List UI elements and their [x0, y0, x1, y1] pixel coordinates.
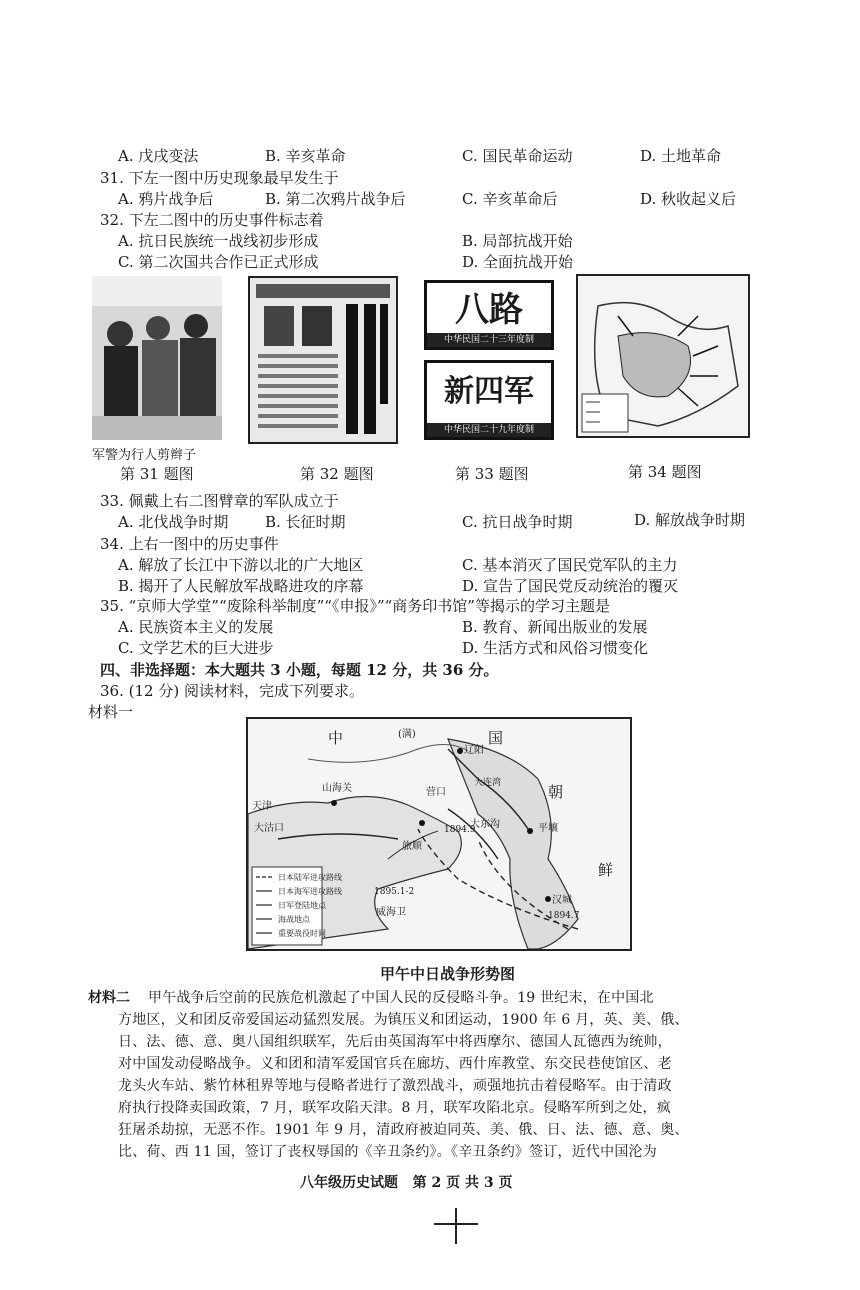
armband-xinsijun-text: 新四军	[444, 374, 534, 409]
q35-stem: 35. “京师大学堂”“废除科举制度”“《申报》”“商务印书馆”等揭示的学习主题是	[100, 597, 610, 615]
sino-japanese-war-map	[246, 717, 632, 951]
map-label-dalian: 大连湾	[474, 778, 502, 788]
q34-option-a: A. 解放了长江中下游以北的广大地区	[118, 556, 364, 574]
q35-option-b: B. 教育、新闻出版业的发展	[462, 618, 648, 636]
map-label-date3: 1894.7	[548, 911, 580, 921]
material-2-line: 府执行投降卖国政策，7 月，联军攻陷天津。8 月，联军攻陷北京。侵略军所到之处，疯	[118, 1100, 671, 1116]
q33-option-b: B. 长征时期	[265, 513, 346, 531]
map-label-lushun: 旅顺	[402, 841, 422, 852]
map-label-weihaiwei: 威海卫	[376, 907, 406, 918]
q35-option-a: A. 民族资本主义的发展	[118, 618, 274, 636]
material-2-line: 对中国发动侵略战争。义和团和清军爱国官兵在廊坊、西什库教堂、东交民巷使馆区、老	[118, 1056, 672, 1072]
q32-option-d: D. 全面抗战开始	[462, 253, 574, 271]
fig32-caption: 第 32 题图	[300, 465, 374, 483]
armband-xinsijun-small: 中华民国二十九年度制	[427, 423, 551, 437]
map-label-xian: 鲜	[598, 861, 614, 879]
fig33-armband-xinsijun	[424, 360, 554, 440]
map-label-dadonggou: 大东沟	[470, 819, 500, 830]
map-label-hancheng: 汉城	[552, 895, 572, 906]
fig32-newspaper-drawing	[250, 278, 396, 442]
fig31-photo	[92, 276, 222, 440]
fig31-caption: 第 31 题图	[120, 465, 194, 483]
page-footer: 八年级历史试题 第 2 页 共 3 页	[300, 1175, 513, 1191]
q30-option-d: D. 土地革命	[640, 147, 722, 165]
map-label-guo: 国	[488, 729, 504, 747]
material-2-line: 狂屠杀劫掠，无恶不作。1901 年 9 月，清政府被迫同英、美、俄、日、法、德、意、奥、	[118, 1122, 689, 1138]
q34-option-b: B. 揭开了人民解放军战略进攻的序幕	[118, 577, 364, 595]
map-label-pingrang: 平壤	[538, 823, 558, 834]
armband-balu-small: 中华民国二十三年度制	[427, 333, 551, 347]
material-2-line: 日、法、德、意、奥八国组织联军，先后由英国海军中将西摩尔、德国人瓦德西为统帅，	[118, 1034, 672, 1050]
q31-option-c: C. 辛亥革命后	[462, 190, 558, 208]
fig32-newspaper	[248, 276, 398, 444]
q36-stem: 36. (12 分) 阅读材料，完成下列要求。	[100, 682, 364, 700]
fig33-armband-balu	[424, 280, 554, 350]
q33-option-d: D. 解放战争时期	[634, 511, 746, 529]
q34-stem: 34. 上右一图中的历史事件	[100, 535, 279, 553]
map-label-date2: 1895.1-2	[374, 887, 415, 897]
material-2-line: 比、荷、西 11 国，签订了丧权辱国的《辛丑条约》。《辛丑条约》签订，近代中国沦为	[118, 1144, 657, 1160]
q35-option-c: C. 文学艺术的巨大进步	[118, 639, 274, 657]
q32-option-c: C. 第二次国共合作已正式形成	[118, 253, 319, 271]
q32-option-b: B. 局部抗战开始	[462, 232, 573, 250]
map-legend-item: 重要战役时间	[278, 929, 326, 938]
map-label-chao: 朝	[548, 783, 564, 801]
map-legend-item: 日军登陆地点	[278, 901, 326, 910]
fig34-map-drawing	[578, 276, 748, 436]
map-label-yingkou: 营口	[426, 787, 446, 798]
material-2-line: 方地区，义和团反帝爱国运动猛烈发展。为镇压义和团运动，1900 年 6 月，英、美、俄、	[118, 1012, 689, 1028]
armband-balu-text: 八路	[455, 290, 523, 330]
q30-option-b: B. 辛亥革命	[265, 147, 346, 165]
fig33-caption: 第 33 题图	[455, 465, 529, 483]
q30-option-a: A. 戊戌变法	[118, 147, 199, 165]
map-label-shanhaiguan: 山海关	[322, 783, 352, 794]
map-label-tianjin: 天津	[252, 801, 272, 812]
material-2-line: 甲午战争后空前的民族危机激起了中国人民的反侵略斗争。19 世纪末，在中国北	[148, 990, 654, 1006]
q33-option-a: A. 北伐战争时期	[118, 513, 229, 531]
fig34-map	[576, 274, 750, 438]
map-legend-item: 海战地点	[278, 915, 310, 924]
q35-option-d: D. 生活方式和风俗习惯变化	[462, 639, 649, 657]
fig31-photo-drawing	[92, 276, 222, 440]
crosshair-mark	[434, 1206, 478, 1246]
map-label-liaoyang: 辽阳	[464, 745, 484, 756]
q32-option-a: A. 抗日民族统一战线初步形成	[118, 232, 319, 250]
q31-option-a: A. 鸦片战争后	[118, 190, 214, 208]
q31-stem: 31. 下左一图中历史现象最早发生于	[100, 169, 339, 187]
q32-stem: 32. 下左二图中的历史事件标志着	[100, 211, 324, 229]
section-4-heading: 四、非选择题：本大题共 3 小题，每题 12 分，共 36 分。	[100, 661, 499, 679]
q33-option-c: C. 抗日战争时期	[462, 513, 573, 531]
map-legend-item: 日本海军进攻路线	[278, 887, 342, 896]
material-2-label: 材料二	[88, 990, 130, 1006]
material-2-line: 龙头火车站、紫竹林租界等地与侵略者进行了激烈战斗，顽强地抗击着侵略军。由于清政	[118, 1078, 672, 1094]
map-label-zhong: 中	[328, 729, 344, 747]
fig31-inner-caption: 军警为行人剪辫子	[92, 448, 197, 463]
map-caption: 甲午中日战争形势图	[380, 965, 516, 983]
map-legend-item: 日本陆军进攻路线	[278, 873, 342, 882]
q34-option-c: C. 基本消灭了国民党军队的主力	[462, 556, 678, 574]
map-label-man: (满)	[398, 729, 416, 740]
q34-option-d: D. 宣告了国民党反动统治的覆灭	[462, 577, 679, 595]
material-1-label: 材料一	[88, 703, 134, 721]
map-label-dagukou: 大沽口	[254, 823, 284, 834]
map-label-date1: 1894.9	[444, 825, 476, 835]
q30-option-c: C. 国民革命运动	[462, 147, 573, 165]
q31-option-b: B. 第二次鸦片战争后	[265, 190, 406, 208]
fig34-caption: 第 34 题图	[628, 463, 702, 481]
q33-stem: 33. 佩戴上右二图臂章的军队成立于	[100, 492, 339, 510]
q31-option-d: D. 秋收起义后	[640, 190, 737, 208]
